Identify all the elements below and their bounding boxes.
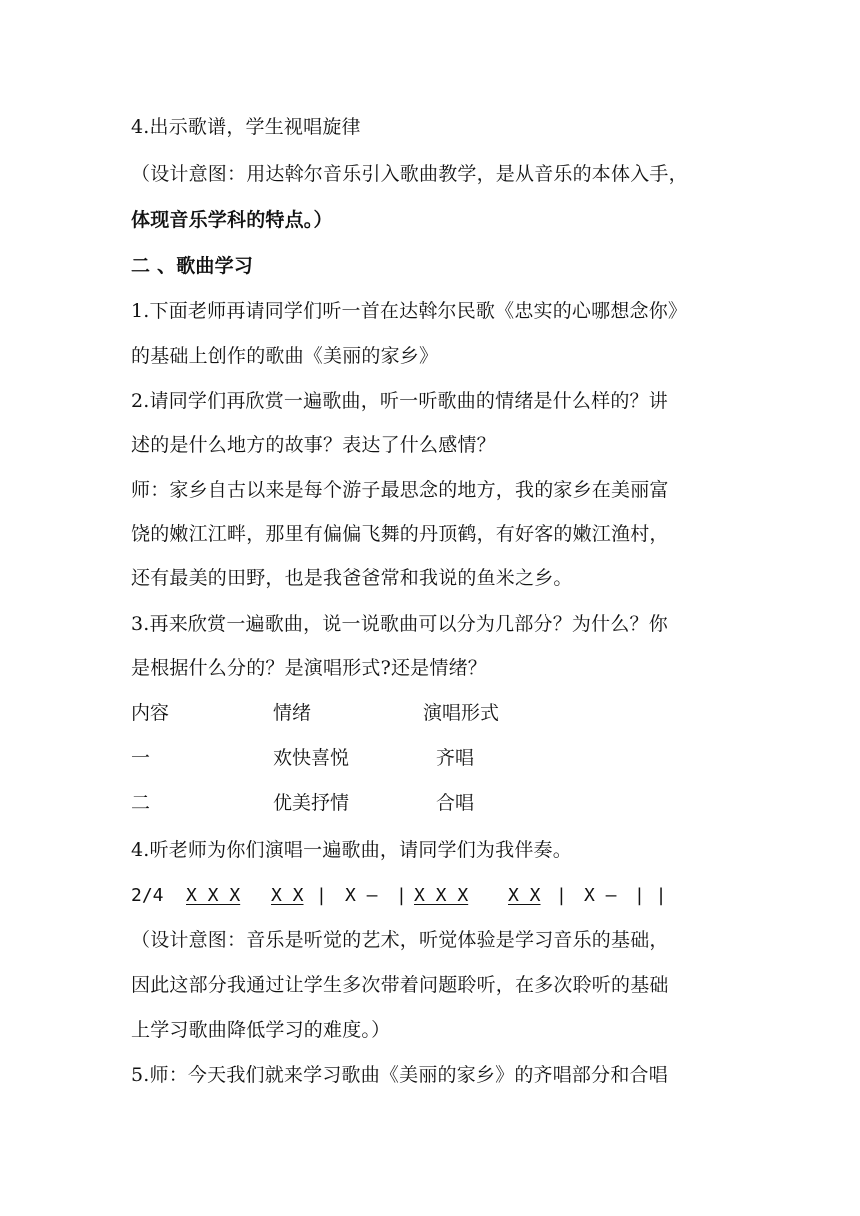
rhythm-group-3: X — — [345, 885, 378, 906]
rhythm-group-4: X X X — [414, 885, 469, 906]
paragraph-1-line-1: 1.下面老师再请同学们听一首在达斡尔民歌《忠实的心哪想念你》 — [131, 300, 688, 322]
rhythm-barline-3: | — [556, 885, 567, 906]
rhythm-meter: 2/4 — [131, 885, 164, 906]
table-row-2-part: 二 — [131, 792, 151, 814]
design-intent-2-line-3: 上学习歌曲降低学习的难度。） — [131, 1019, 391, 1041]
rhythm-group-5: X X — [508, 885, 541, 906]
table-row-1-part: 一 — [131, 747, 151, 769]
design-intent-2-line-2: 因此这部分我通过让学生多次带着问题聆听，在多次聆听的基础 — [131, 974, 669, 996]
section-heading-song-learning: 二 、歌曲学习 — [131, 255, 254, 277]
rhythm-barline-2: | — [396, 885, 407, 906]
rhythm-group-1: X X X — [186, 885, 241, 906]
rhythm-barline-1: | — [316, 885, 327, 906]
paragraph-2-line-2: 述的是什么地方的故事？表达了什么感情？ — [131, 434, 496, 456]
table-row-2-mood: 优美抒情 — [273, 792, 350, 814]
paragraph-3-line-2: 是根据什么分的？是演唱形式?还是情绪？ — [131, 657, 487, 679]
paragraph-3-line-1: 3.再来欣赏一遍歌曲，说一说歌曲可以分为几部分？为什么？你 — [131, 613, 668, 635]
step-4-heading: 4.出示歌谱，学生视唱旋律 — [131, 116, 361, 138]
teacher-paragraph-line-1: 师：家乡自古以来是每个游子最思念的地方，我的家乡在美丽富 — [131, 479, 669, 501]
rhythm-end-barline: | | — [634, 885, 667, 906]
design-intent-1-line-2: 体现音乐学科的特点。） — [131, 209, 333, 231]
table-header-singing-form: 演唱形式 — [423, 702, 500, 724]
table-row-1-form: 齐唱 — [436, 747, 475, 769]
teacher-paragraph-line-2: 饶的嫩江江畔，那里有偏偏飞舞的丹顶鹤，有好客的嫩江渔村， — [131, 523, 669, 545]
teacher-paragraph-line-3: 还有最美的田野，也是我爸爸常和我说的鱼米之乡。 — [131, 567, 573, 589]
table-row-1-mood: 欢快喜悦 — [273, 747, 350, 769]
paragraph-2-line-1: 2.请同学们再欣赏一遍歌曲，听一听歌曲的情绪是什么样的？讲 — [131, 390, 668, 412]
paragraph-1-line-2: 的基础上创作的歌曲《美丽的家乡》 — [131, 345, 439, 367]
design-intent-1-line-1: （设计意图：用达斡尔音乐引入歌曲教学，是从音乐的本体入手， — [131, 163, 688, 185]
table-header-mood: 情绪 — [273, 702, 312, 724]
rhythm-group-2: X X — [271, 885, 304, 906]
table-row-2-form: 合唱 — [436, 792, 475, 814]
rhythm-group-6: X — — [584, 885, 617, 906]
design-intent-2-line-1: （设计意图：音乐是听觉的艺术，听觉体验是学习音乐的基础， — [131, 929, 669, 951]
paragraph-4: 4.听老师为你们演唱一遍歌曲，请同学们为我伴奏。 — [131, 839, 572, 861]
table-header-content: 内容 — [131, 702, 170, 724]
paragraph-5: 5.师：今天我们就来学习歌曲《美丽的家乡》的齐唱部分和合唱 — [131, 1064, 668, 1086]
